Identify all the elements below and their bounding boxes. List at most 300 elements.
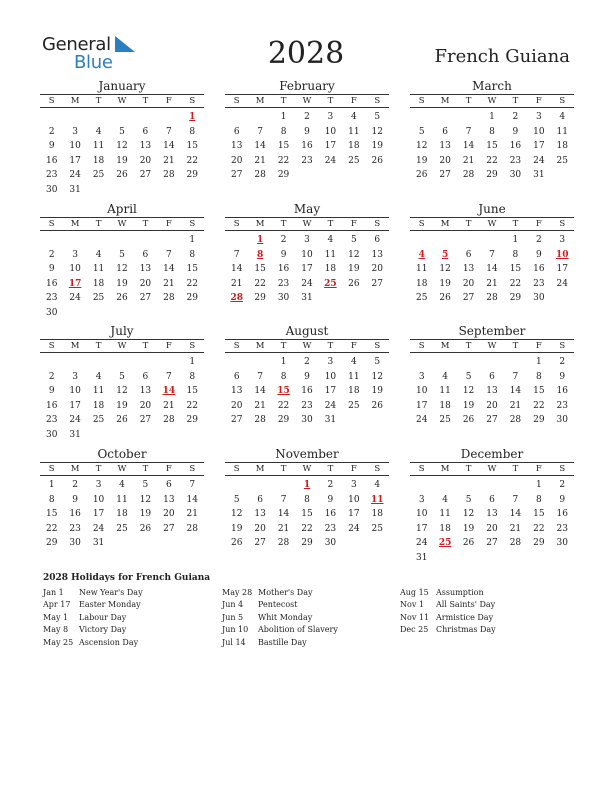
month-may xyxy=(225,202,389,306)
holiday-item-date: Nov 1 xyxy=(400,600,424,610)
holiday-item xyxy=(222,624,338,636)
day-cell: 9 xyxy=(512,126,519,137)
day-cell: 9 xyxy=(559,371,566,382)
day-grid xyxy=(40,233,204,321)
weekday-header xyxy=(225,339,389,353)
weekday-label: T xyxy=(512,464,519,474)
day-cell: 13 xyxy=(139,386,152,397)
day-cell: 29 xyxy=(186,293,198,304)
weekday-label: S xyxy=(189,96,196,106)
day-cell: 16 xyxy=(69,509,81,520)
day-cell: 25 xyxy=(92,170,105,181)
day-cell: 24 xyxy=(301,278,313,289)
day-cell: 22 xyxy=(45,523,58,534)
holiday-item-date: Jan 1 xyxy=(43,588,64,597)
day-cell: 26 xyxy=(371,155,383,166)
weekday-label: T xyxy=(95,219,102,229)
day-cell: 25 xyxy=(415,293,428,304)
day-cell: 12 xyxy=(116,264,128,275)
month-december xyxy=(410,447,574,566)
day-grid xyxy=(225,355,389,428)
day-cell: 16 xyxy=(324,509,337,520)
day-cell: 27 xyxy=(439,170,451,181)
day-cell: 23 xyxy=(45,170,58,181)
day-blank xyxy=(225,233,248,248)
holidays-title: 2028 Holidays for French Guiana xyxy=(43,573,211,583)
day-grid xyxy=(410,110,574,183)
weekday-label: T xyxy=(142,341,149,351)
day-blank xyxy=(410,233,433,248)
day-cell: 20 xyxy=(371,264,383,275)
weekday-label: W xyxy=(302,341,312,351)
weekday-label: W xyxy=(117,464,127,474)
day-cell: 11 xyxy=(92,386,105,397)
day-cell: 15 xyxy=(254,264,266,275)
day-blank xyxy=(225,355,248,370)
day-cell: 28 xyxy=(509,538,522,549)
holiday-date: 25 xyxy=(324,278,337,289)
weekday-label: S xyxy=(374,96,381,106)
day-cell: 22 xyxy=(533,400,545,411)
holiday-item-name: Ascension Day xyxy=(79,637,139,647)
day-cell: 11 xyxy=(348,126,360,137)
weekday-label: M xyxy=(255,219,265,229)
day-cell: 28 xyxy=(163,170,175,181)
day-blank xyxy=(63,233,86,248)
day-cell: 21 xyxy=(163,278,175,289)
day-grid xyxy=(40,478,204,551)
day-cell: 8 xyxy=(280,371,287,382)
day-cell: 13 xyxy=(230,141,243,152)
calendar-year: 2028 xyxy=(267,36,345,71)
day-cell: 1 xyxy=(280,357,287,367)
day-cell: 6 xyxy=(142,371,149,382)
day-cell: 31 xyxy=(301,293,313,304)
day-cell: 17 xyxy=(301,264,313,275)
day-cell: 19 xyxy=(116,155,128,166)
holiday-item xyxy=(400,599,496,611)
day-cell: 13 xyxy=(254,509,266,520)
day-cell: 30 xyxy=(45,184,58,195)
holiday-item-name: Mother's Day xyxy=(258,588,313,597)
day-cell: 14 xyxy=(509,386,522,397)
weekday-label: T xyxy=(512,96,519,106)
day-cell: 23 xyxy=(324,523,337,534)
day-cell: 17 xyxy=(415,523,428,534)
day-cell: 6 xyxy=(374,235,381,245)
day-cell: 1 xyxy=(535,480,542,490)
weekday-label: T xyxy=(95,341,102,351)
holiday-item xyxy=(222,612,338,624)
day-blank xyxy=(433,355,456,370)
day-cell: 15 xyxy=(301,509,313,520)
day-cell: 24 xyxy=(92,523,105,534)
weekday-label: F xyxy=(350,96,357,106)
day-cell: 25 xyxy=(439,415,451,426)
weekday-label: T xyxy=(465,219,472,229)
weekday-label: S xyxy=(374,341,381,351)
day-cell: 17 xyxy=(556,264,568,275)
day-cell: 2 xyxy=(48,371,55,382)
day-cell: 18 xyxy=(348,386,360,397)
day-cell: 25 xyxy=(371,523,383,534)
day-cell: 7 xyxy=(165,126,172,137)
day-cell: 20 xyxy=(163,509,175,520)
day-cell: 6 xyxy=(489,371,495,382)
holiday-column xyxy=(222,587,338,649)
day-cell: 3 xyxy=(304,235,310,245)
day-cell: 16 xyxy=(301,141,313,152)
day-cell: 20 xyxy=(486,400,498,411)
weekday-label: W xyxy=(487,341,497,351)
day-cell: 5 xyxy=(350,235,357,245)
day-blank xyxy=(134,233,157,248)
day-cell: 28 xyxy=(163,293,175,304)
day-cell: 19 xyxy=(371,141,383,152)
weekday-label: T xyxy=(142,219,149,229)
day-cell: 31 xyxy=(324,415,337,426)
day-cell: 12 xyxy=(462,386,475,397)
day-cell: 10 xyxy=(69,386,81,397)
day-cell: 10 xyxy=(301,249,313,260)
day-cell: 3 xyxy=(327,357,334,367)
day-blank xyxy=(272,478,295,493)
day-cell: 1 xyxy=(512,235,519,245)
day-cell: 13 xyxy=(230,386,243,397)
day-cell: 8 xyxy=(48,494,55,505)
holiday-item-date: Nov 11 xyxy=(400,612,430,622)
weekday-label: T xyxy=(465,96,472,106)
day-cell: 4 xyxy=(350,112,357,122)
month-title: January xyxy=(98,79,146,93)
weekday-label: M xyxy=(70,96,80,106)
day-cell: 14 xyxy=(462,141,475,152)
day-cell: 6 xyxy=(233,126,240,137)
day-cell: 26 xyxy=(439,293,451,304)
weekday-label: S xyxy=(189,464,196,474)
weekday-label: S xyxy=(233,464,240,474)
day-cell: 22 xyxy=(277,400,290,411)
day-cell: 8 xyxy=(512,249,519,260)
day-cell: 12 xyxy=(371,126,383,137)
day-grid xyxy=(410,355,574,428)
day-cell: 15 xyxy=(186,264,198,275)
day-cell: 26 xyxy=(230,538,243,549)
holiday-item-date: Jun 10 xyxy=(222,625,249,635)
weekday-label: S xyxy=(189,341,196,351)
day-cell: 29 xyxy=(509,293,522,304)
day-cell: 17 xyxy=(415,400,428,411)
day-cell: 28 xyxy=(509,415,522,426)
holiday-item xyxy=(43,637,143,649)
day-blank xyxy=(87,233,110,248)
day-blank xyxy=(157,110,180,125)
weekday-label: F xyxy=(165,464,172,474)
day-cell: 5 xyxy=(119,249,125,260)
day-cell: 18 xyxy=(92,400,105,411)
weekday-label: F xyxy=(350,464,357,474)
day-cell: 28 xyxy=(462,170,475,181)
day-cell: 30 xyxy=(533,293,545,304)
holiday-item xyxy=(400,624,496,636)
weekday-label: M xyxy=(255,341,265,351)
day-cell: 4 xyxy=(559,112,566,122)
day-cell: 26 xyxy=(116,293,128,304)
day-blank xyxy=(248,355,271,370)
day-cell: 5 xyxy=(119,371,125,382)
day-cell: 4 xyxy=(95,126,102,137)
weekday-label: S xyxy=(559,464,566,474)
day-cell: 21 xyxy=(462,155,475,166)
day-cell: 23 xyxy=(509,155,522,166)
holiday-item-name: New Year's Day xyxy=(79,588,143,597)
day-cell: 7 xyxy=(257,371,263,382)
weekday-label: T xyxy=(327,96,334,106)
day-cell: 31 xyxy=(69,184,81,195)
day-cell: 29 xyxy=(254,293,266,304)
month-february xyxy=(225,79,389,183)
weekday-label: S xyxy=(418,341,425,351)
day-cell: 31 xyxy=(415,552,428,563)
day-blank xyxy=(134,355,157,370)
holiday-date: 5 xyxy=(442,249,449,260)
day-cell: 12 xyxy=(371,371,383,382)
holiday-item-name: Abolition of Slavery xyxy=(258,625,338,635)
holiday-item xyxy=(222,637,338,649)
day-blank xyxy=(110,355,133,370)
holiday-date: 4 xyxy=(418,249,425,260)
day-cell: 10 xyxy=(324,371,337,382)
weekday-label: T xyxy=(280,96,287,106)
holiday-date: 14 xyxy=(162,386,176,397)
weekday-label: W xyxy=(487,219,497,229)
month-september xyxy=(410,324,574,428)
logo-text-blue: Blue xyxy=(74,52,113,73)
day-cell: 25 xyxy=(116,523,128,534)
month-november xyxy=(225,447,389,551)
weekday-label: S xyxy=(374,464,381,474)
day-blank xyxy=(87,355,110,370)
holiday-item-name: Whit Monday xyxy=(258,612,313,622)
weekday-label: W xyxy=(302,219,312,229)
day-cell: 30 xyxy=(301,415,313,426)
day-cell: 27 xyxy=(371,278,383,289)
day-cell: 21 xyxy=(163,155,175,166)
day-blank xyxy=(225,478,248,493)
day-cell: 27 xyxy=(230,170,243,181)
weekday-label: W xyxy=(487,464,497,474)
weekday-label: F xyxy=(165,219,172,229)
day-cell: 26 xyxy=(116,415,128,426)
month-january xyxy=(40,79,204,198)
day-cell: 19 xyxy=(439,278,451,289)
day-grid xyxy=(40,355,204,443)
holiday-item-name: Pentecost xyxy=(258,600,298,610)
day-cell: 21 xyxy=(509,400,522,411)
holiday-date: 1 xyxy=(303,480,311,490)
day-blank xyxy=(433,110,456,125)
month-title: December xyxy=(460,447,524,461)
holiday-item-date: Dec 25 xyxy=(400,625,429,635)
day-cell: 19 xyxy=(415,155,428,166)
day-blank xyxy=(457,355,480,370)
day-cell: 20 xyxy=(486,523,498,534)
day-cell: 28 xyxy=(254,170,266,181)
weekday-label: S xyxy=(418,464,425,474)
day-cell: 25 xyxy=(556,155,568,166)
month-title: May xyxy=(293,202,321,216)
holiday-item-date: May 28 xyxy=(222,588,253,597)
day-cell: 2 xyxy=(48,249,55,260)
day-cell: 26 xyxy=(371,400,383,411)
holiday-date: 17 xyxy=(68,278,82,289)
holiday-date: 8 xyxy=(257,249,264,260)
day-blank xyxy=(457,110,480,125)
day-cell: 14 xyxy=(254,141,266,152)
day-cell: 13 xyxy=(371,249,383,260)
day-cell: 18 xyxy=(92,278,105,289)
day-cell: 27 xyxy=(139,293,152,304)
day-cell: 12 xyxy=(439,264,451,275)
weekday-label: W xyxy=(117,219,127,229)
day-cell: 16 xyxy=(556,509,568,520)
day-cell: 7 xyxy=(489,249,495,260)
day-cell: 17 xyxy=(324,386,337,397)
day-cell: 22 xyxy=(186,278,198,289)
weekday-label: W xyxy=(117,341,127,351)
weekday-label: W xyxy=(487,96,497,106)
weekday-label: M xyxy=(440,464,450,474)
day-cell: 13 xyxy=(163,494,175,505)
day-cell: 2 xyxy=(304,112,310,122)
day-cell: 24 xyxy=(533,155,545,166)
day-cell: 9 xyxy=(48,264,55,275)
day-cell: 22 xyxy=(301,523,313,534)
day-cell: 13 xyxy=(139,264,152,275)
weekday-label: M xyxy=(440,341,450,351)
day-cell: 15 xyxy=(533,386,545,397)
day-cell: 30 xyxy=(45,307,58,318)
day-cell: 5 xyxy=(374,357,381,367)
day-cell: 11 xyxy=(415,264,428,275)
day-cell: 16 xyxy=(45,278,58,289)
holiday-item-name: Labour Day xyxy=(79,612,127,622)
country-name: French Guiana xyxy=(434,46,570,67)
day-cell: 3 xyxy=(418,494,425,505)
day-blank xyxy=(480,478,503,493)
day-cell: 18 xyxy=(556,141,568,152)
weekday-label: W xyxy=(302,96,312,106)
day-cell: 25 xyxy=(92,415,105,426)
day-cell: 19 xyxy=(116,278,128,289)
weekday-header xyxy=(40,462,204,476)
day-cell: 7 xyxy=(233,249,240,260)
day-cell: 14 xyxy=(254,386,266,397)
day-cell: 30 xyxy=(556,538,568,549)
day-cell: 27 xyxy=(230,415,243,426)
day-cell: 26 xyxy=(462,415,475,426)
day-cell: 7 xyxy=(512,371,519,382)
month-july xyxy=(40,324,204,443)
day-cell: 3 xyxy=(418,371,425,382)
day-cell: 3 xyxy=(559,235,566,245)
day-cell: 27 xyxy=(139,415,152,426)
day-cell: 1 xyxy=(535,357,542,367)
day-cell: 3 xyxy=(72,126,78,137)
day-cell: 24 xyxy=(324,155,337,166)
day-blank xyxy=(63,110,86,125)
month-title: February xyxy=(279,79,335,93)
day-cell: 4 xyxy=(95,249,102,260)
brand-logo[interactable] xyxy=(42,34,142,74)
day-cell: 10 xyxy=(92,494,105,505)
day-blank xyxy=(433,233,456,248)
day-blank xyxy=(433,478,456,493)
day-cell: 19 xyxy=(139,509,152,520)
day-cell: 16 xyxy=(533,264,545,275)
weekday-label: T xyxy=(280,341,287,351)
day-cell: 14 xyxy=(486,264,498,275)
day-cell: 17 xyxy=(348,509,360,520)
day-cell: 22 xyxy=(533,523,545,534)
day-blank xyxy=(457,233,480,248)
day-cell: 11 xyxy=(324,249,337,260)
weekday-label: S xyxy=(233,96,240,106)
day-cell: 6 xyxy=(165,480,172,490)
day-cell: 21 xyxy=(509,523,522,534)
weekday-label: M xyxy=(440,219,450,229)
weekday-header xyxy=(410,462,574,476)
day-cell: 29 xyxy=(186,415,198,426)
weekday-label: F xyxy=(535,341,542,351)
weekday-header xyxy=(225,462,389,476)
day-cell: 9 xyxy=(48,386,55,397)
day-cell: 10 xyxy=(324,126,337,137)
day-cell: 6 xyxy=(465,249,472,260)
weekday-label: S xyxy=(233,341,240,351)
day-cell: 2 xyxy=(327,480,334,490)
day-cell: 29 xyxy=(533,415,545,426)
weekday-label: M xyxy=(255,96,265,106)
day-grid xyxy=(40,110,204,198)
day-cell: 4 xyxy=(327,235,334,245)
day-cell: 28 xyxy=(254,415,266,426)
day-cell: 29 xyxy=(533,538,545,549)
holiday-item-date: Jun 5 xyxy=(222,612,244,622)
day-cell: 23 xyxy=(533,278,545,289)
day-cell: 9 xyxy=(304,371,310,382)
day-cell: 24 xyxy=(69,293,81,304)
weekday-label: T xyxy=(327,341,334,351)
day-cell: 9 xyxy=(72,494,78,505)
holiday-item-date: May 25 xyxy=(43,637,74,647)
weekday-header xyxy=(40,94,204,108)
holiday-item xyxy=(400,612,496,624)
day-cell: 5 xyxy=(119,126,125,137)
day-cell: 8 xyxy=(489,126,495,137)
day-cell: 14 xyxy=(163,264,175,275)
day-blank xyxy=(157,355,180,370)
weekday-label: S xyxy=(418,219,425,229)
weekday-label: M xyxy=(255,464,265,474)
holiday-item-date: May 8 xyxy=(43,625,69,635)
day-cell: 6 xyxy=(233,371,240,382)
weekday-label: F xyxy=(165,96,172,106)
day-cell: 8 xyxy=(189,249,196,260)
day-cell: 5 xyxy=(233,494,240,505)
weekday-label: S xyxy=(48,464,55,474)
day-cell: 23 xyxy=(69,523,81,534)
